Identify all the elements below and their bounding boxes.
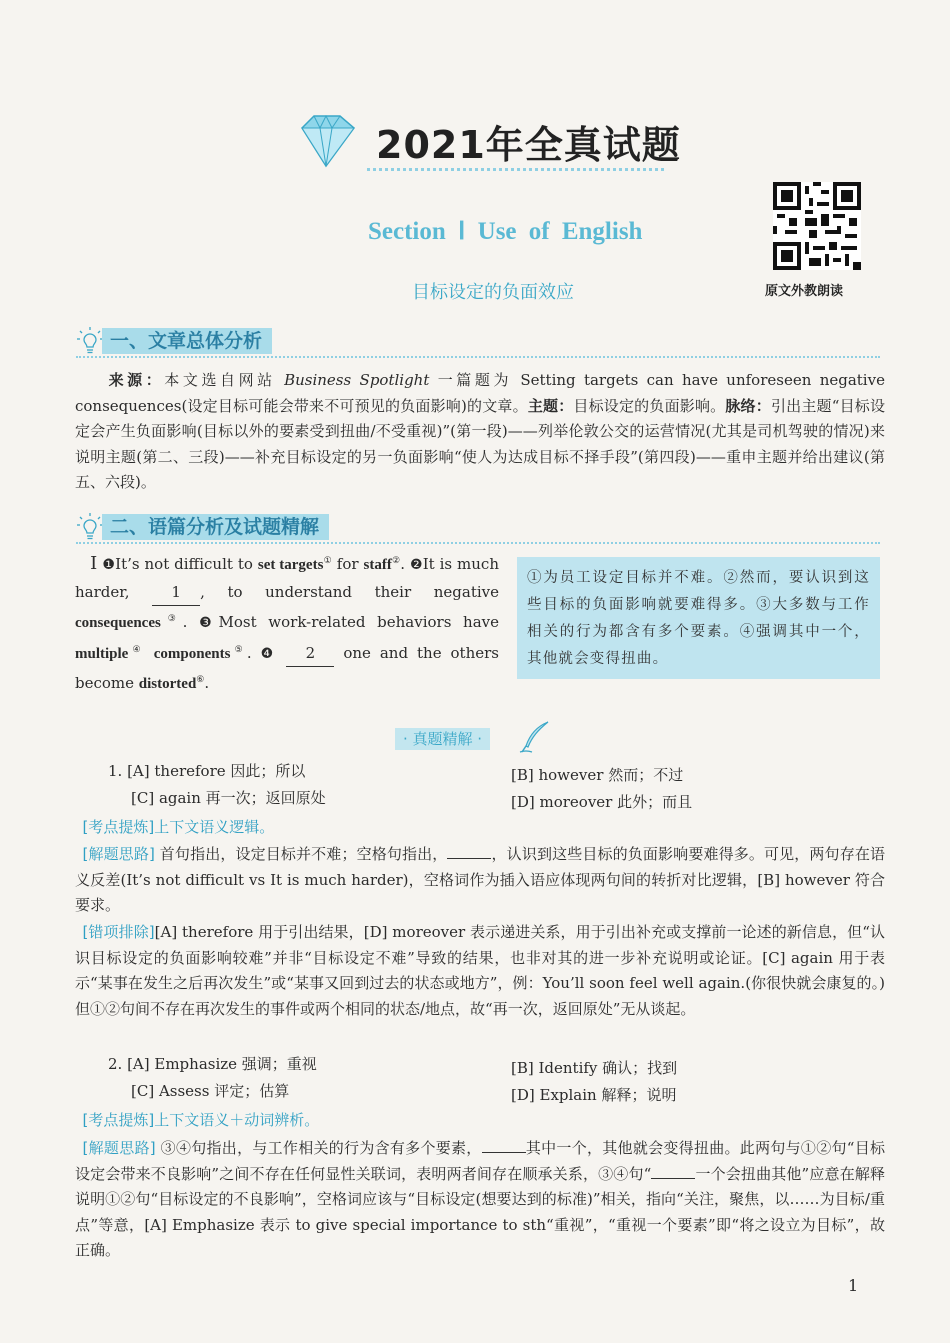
sentence-text: , to understand their negative [200,582,499,601]
section-title: Section Ⅰ Use of English [368,218,643,245]
sentence-text: for [336,555,359,573]
section-divider [76,542,880,544]
q2-option-b: [B] Identify 确认；找到 [511,1059,678,1077]
source-label: 来源： [105,371,165,389]
footnote-marker: ⑤ [230,644,247,655]
sentence-number: ❶ [102,557,116,573]
q1-solution [75,842,885,919]
distractor-text: [A] therefore 用于引出结果，[D] moreover 表示递进关系，用于引出补充或支撑前一论述的新信息，但“认识目标设定的负面影响较难”并非“目标设定不难”导致的结果，也非对其的进一步补充说明或论证。[C] again 用于表示“某事在发生之后再次发生”或“某事又回到过去的状态或地方”，例：You’ll soon feel well again.(你很快就会康复的。)但①②句间不存在再次发生的事件或两个相同的状态/地点，故“再一次，返回原处”无从谈起。 [75,923,885,1018]
keyword: multiple [75,645,129,662]
section-divider [76,356,880,358]
qr-code[interactable] [773,182,861,270]
tag-label: [考点提炼] [82,1111,155,1129]
tag-label: [考点提炼] [82,818,155,836]
answer-blank-2[interactable]: 2 [286,640,334,668]
source-site: Business Spotlight [284,371,430,389]
solution-text: 一个会扭曲其他”应意在解释说明①②句“目标设定的不良影响”，空格词应该与“目标设定(想要达到的标准)”相关，指向“关注，聚焦，以……为目标/重点”等意，[A] Emphasize 表示 to give special importance to sth“重视”，“重视一个要素”即“将之设立为目标”，故正确。 [75,1164,886,1259]
sentence-text: It is much harder, [75,555,499,601]
sentence-text: Most work-related behaviors have [218,613,500,631]
context-text: 引出主题“目标设定会产生负面影响(目标以外的要素受到扭曲/不受重视)”(第一段)——列举伦敦公交的运营情况(尤其是司机驾驶的情况)来说明主题(第二、三段)——补充目标设定的另一负面影响“使人为达成目标不择手段”(第四段)——重申主题并给出建议(第五、六段)。 [75,396,885,491]
q2-option-c: [C] Assess 评定；估算 [131,1082,290,1100]
keyword: consequences [75,615,161,631]
keyword: staff [363,557,392,573]
page-number: 1 [848,1276,859,1295]
q2-option-d: [D] Explain 解释；说明 [511,1086,677,1104]
answer-blank-1[interactable]: 1 [152,579,200,607]
q1-option-a: 1. [A] therefore 因此；所以 [108,762,306,780]
article-overview [75,368,885,496]
passage-paragraph: Ⅰ ❶It’s not difficult to set targets① for staff②. ❷It is much harder, 1 , to understand their negative consequences③. ❸Most work-related behaviors have multiple④ components⑤. ❹ 2 one and the others become distorted⑥. [75,553,500,692]
inline-blank [651,1178,695,1179]
translation-box: ①为员工设定目标并不难。②然而，要认识到这些目标的负面影响就要难得多。③大多数与工作相关的行为都含有多个要素。④强调其中一个，其他就会变得扭曲。 [517,557,880,679]
q2-point [75,1108,885,1134]
footnote-marker: ① [323,556,332,566]
sentence-text: one and the others become [75,643,499,692]
theme-label: 主题： [527,396,574,415]
footnote-marker: ② [391,556,401,566]
context-label: 脉络： [725,396,771,415]
tag-label: [解题思路] [82,845,155,863]
qr-caption: 原文外教朗读 [765,284,844,299]
solution-text: ③④句指出，与工作相关的行为含有多个要素， [160,1139,482,1157]
solution-text: 其中一个，其他就会变得扭曲。此两句与①②句“目标设定会带来不良影响”之间不存在任何显性关联词，表明两者间存在顺承关系，③④句“ [75,1139,885,1183]
lightbulb-icon [76,326,104,356]
q1-point [75,815,885,841]
sentence-number: ❷ [409,557,423,573]
solution-text: 首句指出，设定目标并不难；空格句指出， [159,845,448,863]
sentence-number: ❹ [260,645,278,662]
article-subtitle: 目标设定的负面效应 [412,282,574,303]
source-text: 本文选自网站 [164,371,276,389]
keyword: set targets [257,557,324,573]
tag-label: [解题思路] [82,1139,156,1157]
q1-option-b: [B] however 然而；不过 [511,766,684,784]
keyword: distorted [138,676,197,692]
section-heading-label: 一、文章总体分析 [102,328,272,354]
tag-label: [错项排除] [82,923,155,941]
quill-icon [518,720,552,754]
diamond-icon [292,110,362,170]
tag-text: 上下文语义＋动词辨析。 [154,1111,320,1129]
inline-blank [482,1152,526,1153]
page-title: 2021年全真试题 [376,123,681,167]
footnote-marker: ③ [160,614,183,624]
analysis-band: · 真题精解 · [395,728,490,750]
q1-distractors [75,920,885,1022]
q2-solution [75,1136,885,1264]
q1-option-c: [C] again 再一次；返回原处 [131,789,326,807]
sentence-text: It’s not difficult to [115,555,253,573]
footnote-marker: ④ [128,644,145,655]
source-title: 一篇题为 Setting targets can have unforeseen negative consequences(设定目标可能会带来不可预见的负面影响)的文章。 [75,371,885,415]
keyword: components [153,645,231,662]
title-divider [367,168,664,171]
q1-option-d: [D] moreover 此外；而且 [511,793,693,811]
theme-text: 目标设定的负面影响。 [573,396,726,415]
sentence-number: ❸ [199,615,219,631]
q2-option-a: 2. [A] Emphasize 强调；重视 [108,1055,317,1073]
section-heading-label: 二、语篇分析及试题精解 [102,514,329,540]
tag-text: 上下文语义逻辑。 [154,818,275,836]
paragraph-number: Ⅰ [90,553,98,574]
inline-blank [447,858,491,859]
footnote-marker: ⑥ [196,675,205,685]
lightbulb-icon [76,512,104,542]
solution-text: ，认识到这些目标的负面影响要难得多。可见，两句存在语义反差(It’s not difficult vs It is much harder)，空格词作为插入语应体现两句间的转折对比逻辑，[B] however 符合要求。 [75,845,885,914]
